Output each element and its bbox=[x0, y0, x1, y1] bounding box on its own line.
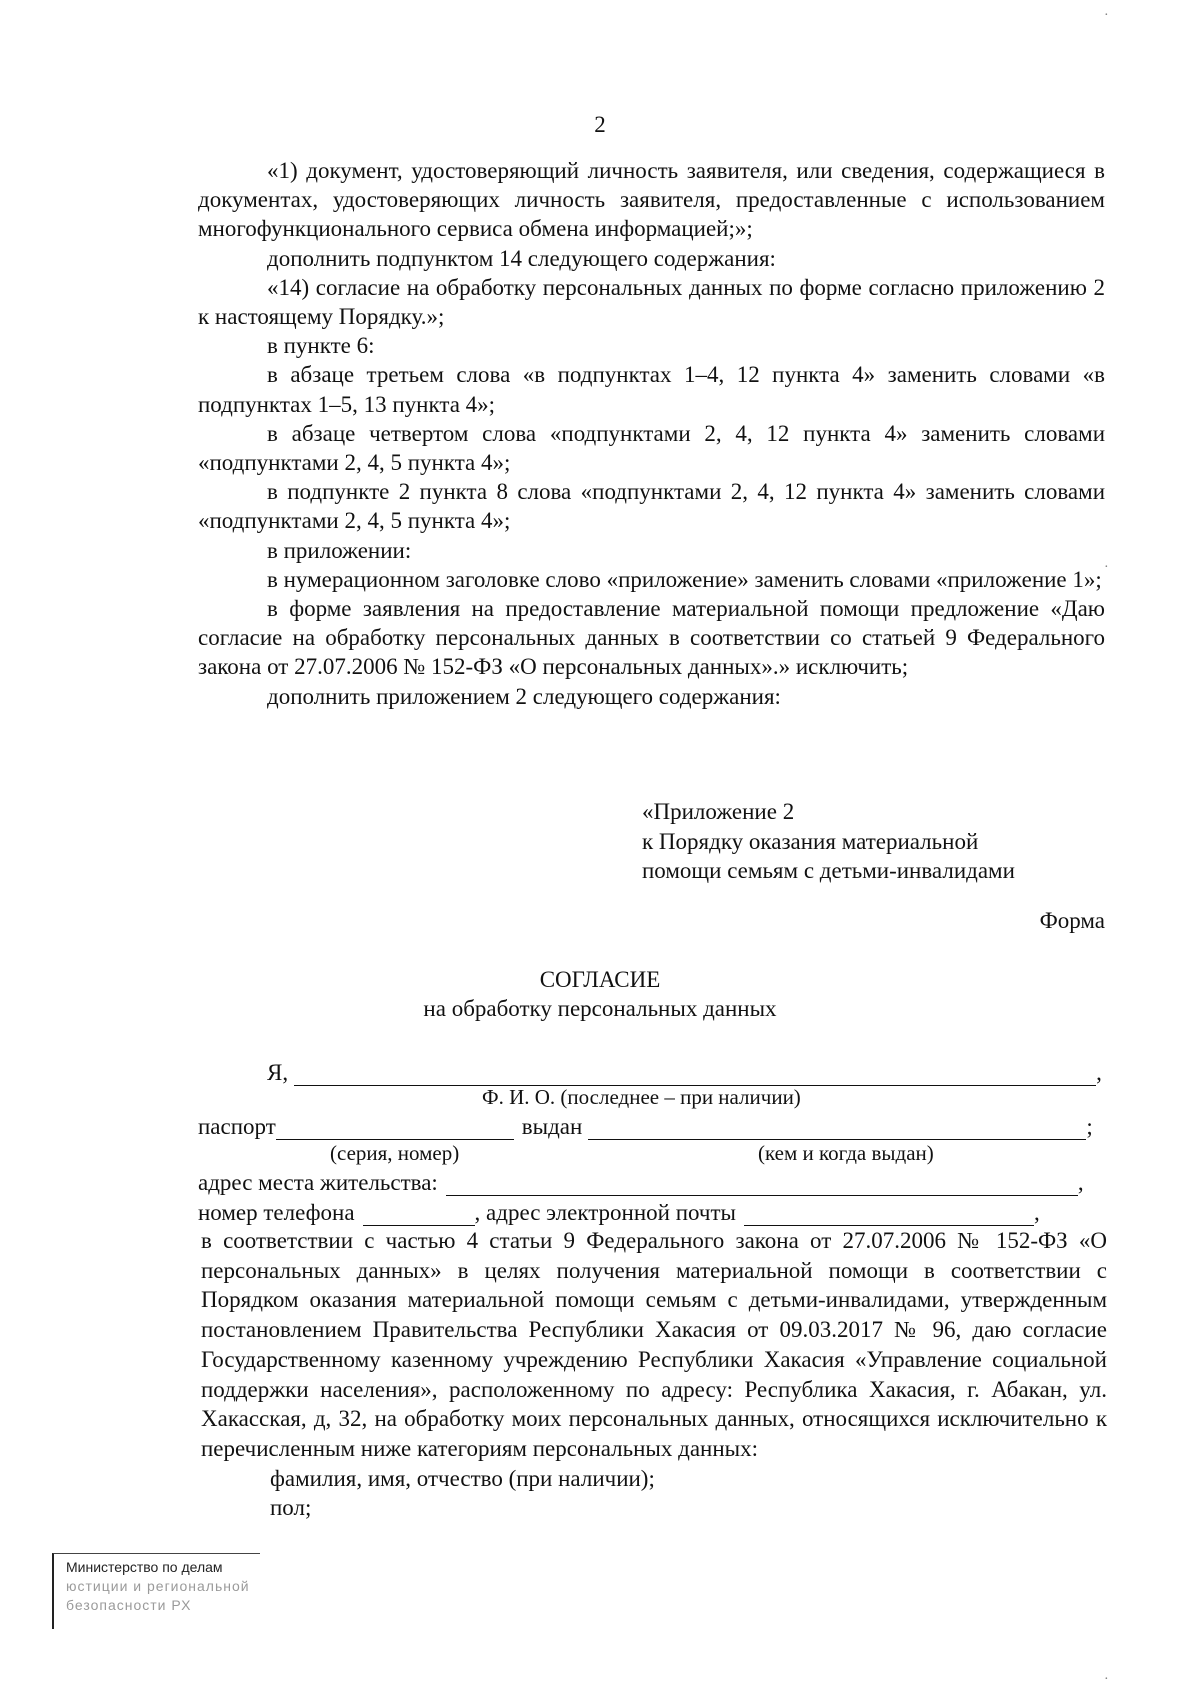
category-item: фамилия, имя, отчество (при наличии); bbox=[270, 1465, 655, 1491]
stamp-line: Министерство по делам bbox=[66, 1559, 223, 1575]
paragraph: «14) согласие на обработку персональных данных по форме согласно приложению 2 к настоящему Порядку.»; bbox=[198, 274, 1105, 330]
paragraph: в абзаце третьем слова «в подпунктах 1–4, 12 пункта 4» заменить словами «в подпунктах 1–5, 13 пункта 4»; bbox=[198, 362, 1105, 417]
stamp-line: безопасности РХ bbox=[66, 1597, 192, 1613]
consent-paragraph: в соответствии с частью 4 статьи 9 Федерального закона от 27.07.2006 № 152-ФЗ «О персональных данных» в целях получения материальной помощи в соответствии с Порядком оказания материальной помощи семьям с детьми-инвалидами, утвержденным постановлением Правительства Республики Хакасия от 09.03.2017 № 96, даю согласие Государственному казенному учреждению Республики Хакасия «Управление социальной поддержки населения», расположенному по адресу: Республика Хакасия, г. Абакан, ул. Хакасская, д, 32, на обработку моих персональных данных, относящихся исключительно к перечисленным ниже категориям персональных данных: bbox=[201, 1228, 1107, 1461]
stamp-line: юстиции и региональной bbox=[66, 1578, 250, 1594]
scan-speck-icon: · bbox=[1104, 1672, 1109, 1687]
passport-label: паспорт bbox=[198, 1114, 276, 1139]
phone-label: номер телефона bbox=[198, 1200, 355, 1225]
appendix-line: к Порядку оказания материальной bbox=[642, 828, 979, 854]
paragraph: дополнить подпунктом 14 следующего содержания: bbox=[267, 245, 776, 271]
paragraph: дополнить приложением 2 следующего содержания: bbox=[267, 683, 781, 709]
address-row bbox=[198, 1170, 1084, 1196]
paragraph: в подпункте 2 пункта 8 слова «подпунктами 2, 4, 12 пункта 4» заменить словами «подпунктами 2, 4, 5 пункта 4»; bbox=[198, 479, 1105, 534]
fio-field[interactable] bbox=[294, 1063, 1096, 1086]
i-label: Я, bbox=[267, 1060, 289, 1085]
series-caption: (серия, номер) bbox=[330, 1141, 460, 1165]
issued-label: выдан bbox=[521, 1114, 583, 1139]
page-number: 2 bbox=[594, 112, 606, 137]
amendment-text bbox=[198, 156, 1105, 711]
email-label: , адрес электронной почты bbox=[474, 1200, 736, 1225]
passport-series-field[interactable] bbox=[276, 1117, 514, 1140]
category-item: пол; bbox=[270, 1495, 312, 1521]
appendix-line: помощи семьям с детьми-инвалидами bbox=[642, 858, 1015, 883]
appendix-header bbox=[642, 797, 1015, 886]
passport-row bbox=[198, 1114, 1093, 1140]
fio-comma: , bbox=[1096, 1060, 1102, 1085]
fio-row bbox=[267, 1060, 1102, 1086]
scan-speck-icon: · bbox=[1104, 560, 1109, 575]
address-field[interactable] bbox=[446, 1173, 1078, 1196]
form-title: СОГЛАСИЕ bbox=[539, 967, 661, 992]
paragraph: в абзаце четвертом слова «подпунктами 2, 4, 12 пункта 4» заменить словами «подпунктами 2, 4, 5 пункта 4»; bbox=[198, 420, 1105, 476]
form-subtitle: на обработку персональных данных bbox=[423, 996, 777, 1021]
email-field[interactable] bbox=[744, 1203, 1034, 1226]
issued-by-field[interactable] bbox=[588, 1117, 1086, 1140]
phone-field[interactable] bbox=[363, 1203, 475, 1226]
form-label: Форма bbox=[1039, 908, 1105, 933]
address-label: адрес места жительства: bbox=[198, 1170, 438, 1195]
passport-semicolon: ; bbox=[1086, 1114, 1093, 1139]
registration-stamp bbox=[52, 1553, 260, 1629]
consent-body bbox=[201, 1226, 1107, 1523]
scan-speck-icon: · bbox=[1104, 8, 1109, 23]
paragraph: в форме заявления на предоставление материальной помощи предложение «Даю согласие на обработку персональных данных в соответствии со статьей 9 Федерального закона от 27.07.2006 № 152-ФЗ «О персональных данных».» исключить; bbox=[198, 596, 1105, 680]
appendix-line: «Приложение 2 bbox=[642, 799, 795, 824]
paragraph: в приложении: bbox=[267, 537, 412, 563]
paragraph: в пункте 6: bbox=[267, 333, 375, 359]
paragraph: в нумерационном заголовке слово «приложение» заменить словами «приложение 1»; bbox=[267, 566, 1102, 592]
fio-caption: Ф. И. О. (последнее – при наличии) bbox=[482, 1085, 801, 1109]
address-comma: , bbox=[1077, 1170, 1084, 1195]
contacts-row bbox=[198, 1200, 1040, 1226]
paragraph: «1) документ, удостоверяющий личность заявителя, или сведения, содержащиеся в документах, удостоверяющих личность заявителя, предоставленные с использованием многофункционального сервиса обмена информацией;»; bbox=[198, 158, 1105, 242]
contacts-comma: , bbox=[1034, 1200, 1040, 1225]
issued-caption: (кем и когда выдан) bbox=[758, 1141, 934, 1165]
